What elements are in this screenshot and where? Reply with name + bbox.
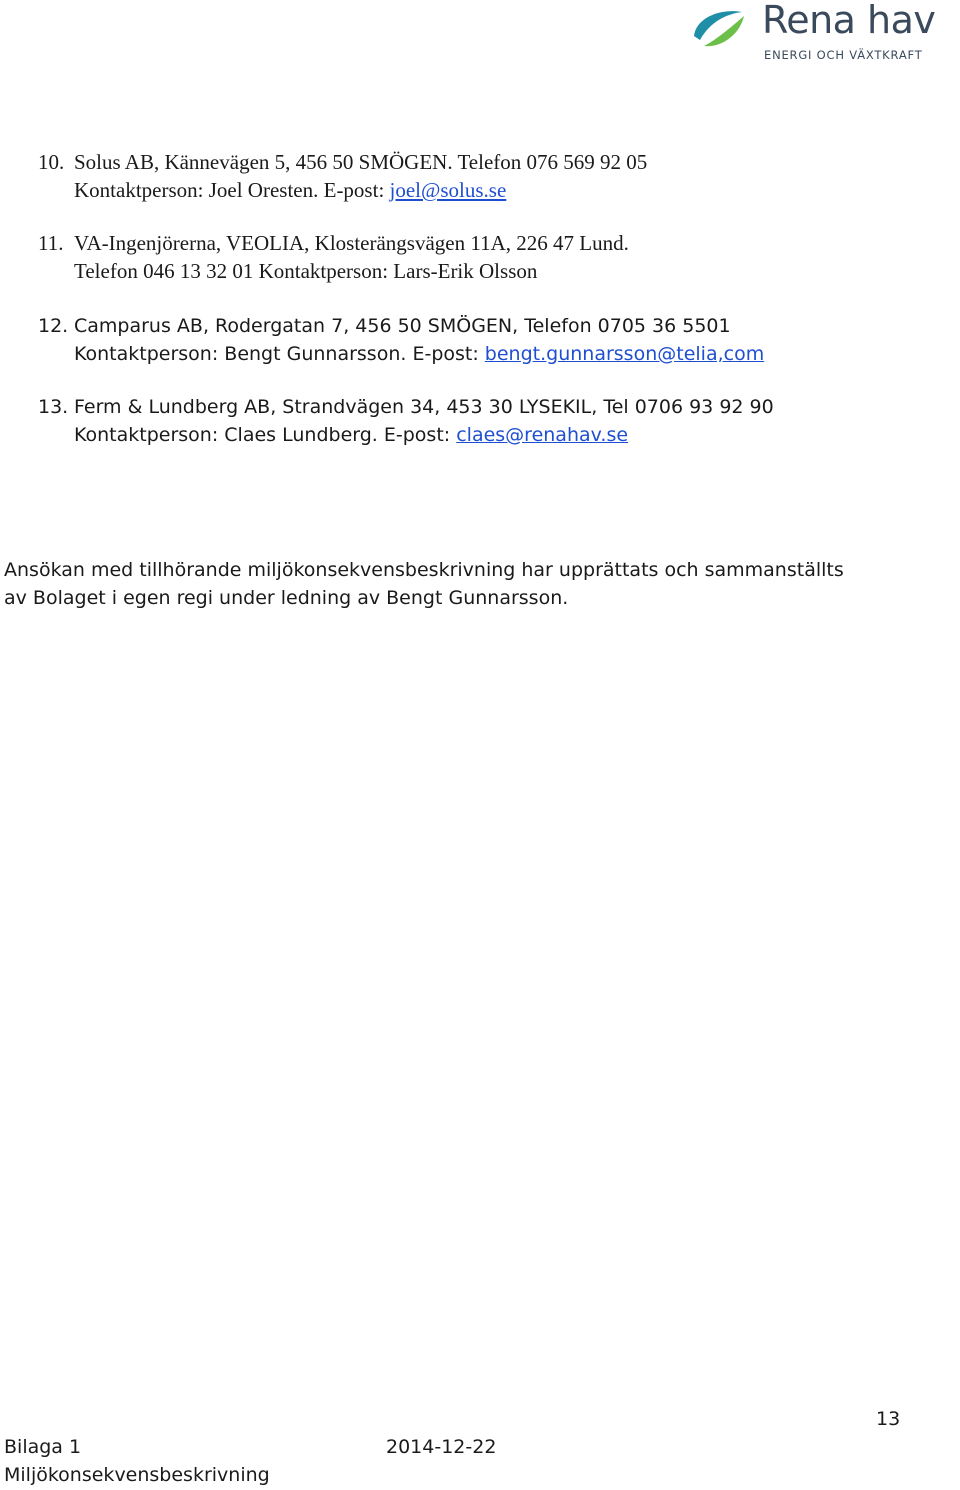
contact-item-10: [38, 148, 938, 204]
summary-paragraph: [4, 556, 954, 612]
item-line-1: Camparus AB, Rodergatan 7, 456 50 SMÖGEN, Telefon 0705 36 5501: [74, 315, 731, 337]
footer-date: 2014-12-22: [386, 1436, 497, 1458]
item-number: 11.: [38, 231, 64, 255]
logo-title: Rena hav: [762, 0, 936, 42]
item-contact-text: Kontaktperson: Joel Oresten. E-post:: [74, 178, 390, 202]
footer-document-label: Miljökonsekvensbeskrivning: [4, 1464, 270, 1486]
company-logo: [690, 0, 958, 66]
item-line-1: Ferm & Lundberg AB, Strandvägen 34, 453 30 LYSEKIL, Tel 0706 93 92 90: [74, 396, 774, 418]
item-line-1: VA-Ingenjörerna, VEOLIA, Klosterängsvägen 11A, 226 47 Lund.: [74, 231, 629, 255]
contact-item-11: [38, 229, 938, 285]
email-link-solus[interactable]: joel@solus.se: [389, 178, 507, 202]
item-number: 10.: [38, 150, 65, 174]
footer-attachment-label: Bilaga 1: [4, 1436, 82, 1458]
item-number: 13.: [38, 396, 69, 418]
paragraph-line-2: av Bolaget i egen regi under ledning av Bengt Gunnarsson.: [4, 587, 569, 609]
item-contact-text: Kontaktperson: Bengt Gunnarsson. E-post:: [74, 343, 485, 365]
contact-item-12: [38, 312, 938, 368]
logo-subtitle: ENERGI OCH VÄXTKRAFT: [764, 48, 923, 62]
email-link-telia[interactable]: bengt.gunnarsson@telia,com: [484, 343, 765, 365]
page-number: 13: [876, 1408, 901, 1430]
item-line-2: Telefon 046 13 32 01 Kontaktperson: Lars-Erik Olsson: [74, 259, 538, 283]
item-number: 12.: [38, 315, 69, 337]
email-link-renahav[interactable]: claes@renahav.se: [456, 424, 629, 446]
item-contact-text: Kontaktperson: Claes Lundberg. E-post:: [74, 424, 457, 446]
contact-item-13: [38, 393, 938, 449]
item-line-1: Solus AB, Kännevägen 5, 456 50 SMÖGEN. Telefon 076 569 92 05: [74, 150, 648, 174]
rena-hav-logo-icon: [690, 6, 746, 52]
paragraph-line-1: Ansökan med tillhörande miljökonsekvensbeskrivning har upprättats och sammanställts: [4, 559, 844, 581]
